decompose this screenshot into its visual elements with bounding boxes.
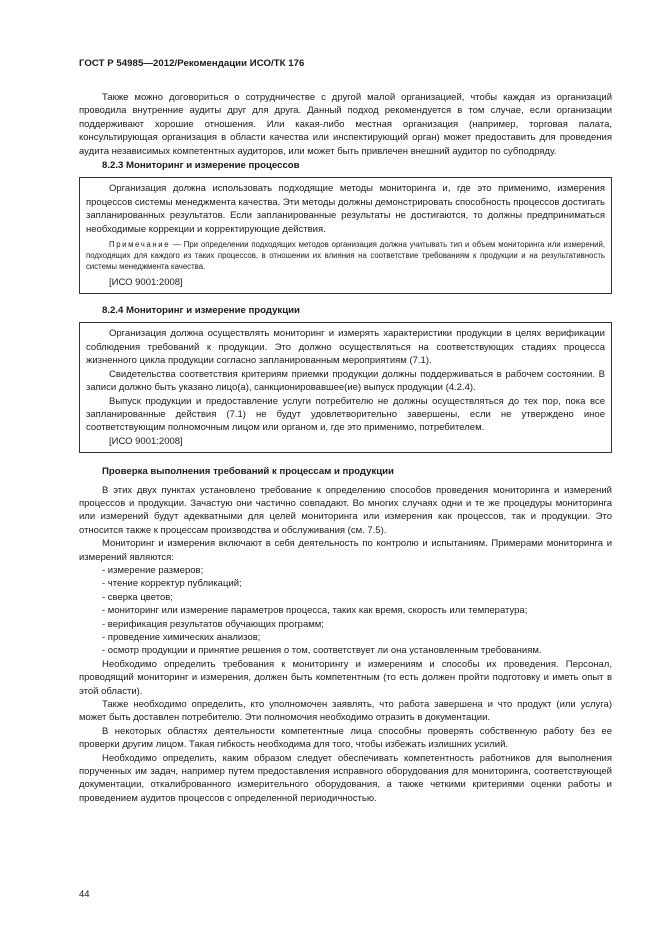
list-item: - чтение корректур публикаций; [102,578,242,590]
section-823-note [86,239,605,273]
note-label: Примечание [109,240,171,250]
document-page [79,58,612,805]
section-824-paragraph-3: Выпуск продукции и предоставление услуги потребителю не должны осуществляться до тех пор, пока все запланированные действия (7.1) не будут удовлетворительно завершены, если не утверждено иное соответствующим полномочным лицом или органом и, где это применимо, потребителем. [86,395,605,434]
intro-paragraph: Также можно договориться о сотрудничестве с другой малой организацией, чтобы каждая из организаций проводила внутренние аудиты друг для друга. Данный подход рекомендуется в том случае, если организации поддерживают хорошие отношения. Или какая-либо местная организация (например, торговая палата, консультирующая организация в области качества или инспектирующий орган) может предоставить для проведения аудита независимых компетентных аудиторов, или может быть привлечен внешний аудитор по субподряду. [79,92,612,157]
examples-list [79,564,612,658]
section-823-heading: 8.2.3 Мониторинг и измерение процессов [102,160,300,172]
section-823-reference: [ИСО 9001:2008] [109,276,183,288]
section-823-text: Организация должна использовать подходящие методы мониторинга и, где это применимо, измерения процессов системы менеджмента качества. Эти методы должны демонстрировать способность процессов достигать запланированных результатов. Если запланированные результаты не достигаются, то должны предприниматься необходимые коррекции и корректирующие действия. [86,183,605,235]
section-824-box [79,322,612,453]
verification-paragraph-5: В некоторых областях деятельности компетентные лица способны проверять собственную работу без ее проверки другим лицом. Такая гибкость необходима для того, чтобы избежать излишних усилий. [79,725,612,751]
list-item: - проведение химических анализов; [102,632,261,644]
section-824-reference: [ИСО 9001:2008] [109,435,183,447]
list-item: - сверка цветов; [102,591,173,603]
verification-paragraph-1: В этих двух пунктах установлено требование к определению способов проведения мониторинга и измерений процессов и продукции. Зачастую они частично совпадают. Во многих случаях одни и те же процедуры мониторинга или измерений будут адекватными для целей мониторинга или измерения как процессов, так и продукции. Это относится также к процессам производства и обслуживания (см. 7.5). [79,484,612,536]
list-item: - верификация результатов обучающих программ; [102,618,324,630]
note-text: — При определении подходящих методов организация должна учитывать тип и объем мониторинга или измерений, подходящих для каждого из таких процессов, в отношении их влияния на соответствие требованиям к продукции и на результативность системы менеджмента качества. [86,240,605,272]
verification-heading: Проверка выполнения требований к процессам и продукции [102,466,394,478]
section-824-paragraph-1: Организация должна осуществлять мониторинг и измерять характеристики продукции в целях верификации соблюдения требований к продукции. Это должно осуществляться на соответствующих стадиях процесса жизненного цикла продукции согласно запланированным мероприятиям (7.1). [86,328,605,367]
section-824-heading: 8.2.4 Мониторинг и измерение продукции [102,305,300,317]
verification-paragraph-4: Также необходимо определить, кто уполномочен заявлять, что работа завершена и что продукт (или услуга) может быть доставлен потребителю. Эти полномочия необходимо отразить в документации. [79,699,612,724]
document-header: ГОСТ Р 54985—2012/Рекомендации ИСО/ТК 176 [79,58,305,69]
section-823-box [79,177,612,294]
list-item: - измерение размеров; [102,564,204,576]
verification-paragraph-6: Необходимо определить, каким образом следует обеспечивать компетентность работников для выполнения порученных им задач, например путем предоставления исправного оборудования для мониторинга, соответствующей документации, откалиброванного измерительного оборудования, а также четкими критериями оценки работы и проведением аудитов процессов с определенной периодичностью. [79,752,612,804]
list-item: - мониторинг или измерение параметров процесса, таких как время, скорость или температура; [102,605,528,617]
section-824-paragraph-2: Свидетельства соответствия критериям приемки продукции должны поддерживаться в рабочем состоянии. В записи должно быть указано лицо(а), санкционировавшее(ие) выпуск продукции (4.2.4). [86,368,605,394]
verification-paragraph-3: Необходимо определить требования к мониторингу и измерениям и способы их проведения. Персонал, проводящий мониторинг и измерения, должен быть компетентным (то есть должен пройти подготовку и иметь опыт в этой области). [79,658,612,697]
verification-paragraph-2: Мониторинг и измерения включают в себя деятельность по контролю и испытаниям. Примерами мониторинга и измерений являются: [79,538,612,563]
list-item: - осмотр продукции и принятие решения о том, соответствует ли она установленным требованиям. [102,645,542,657]
page-number: 44 [79,889,90,900]
